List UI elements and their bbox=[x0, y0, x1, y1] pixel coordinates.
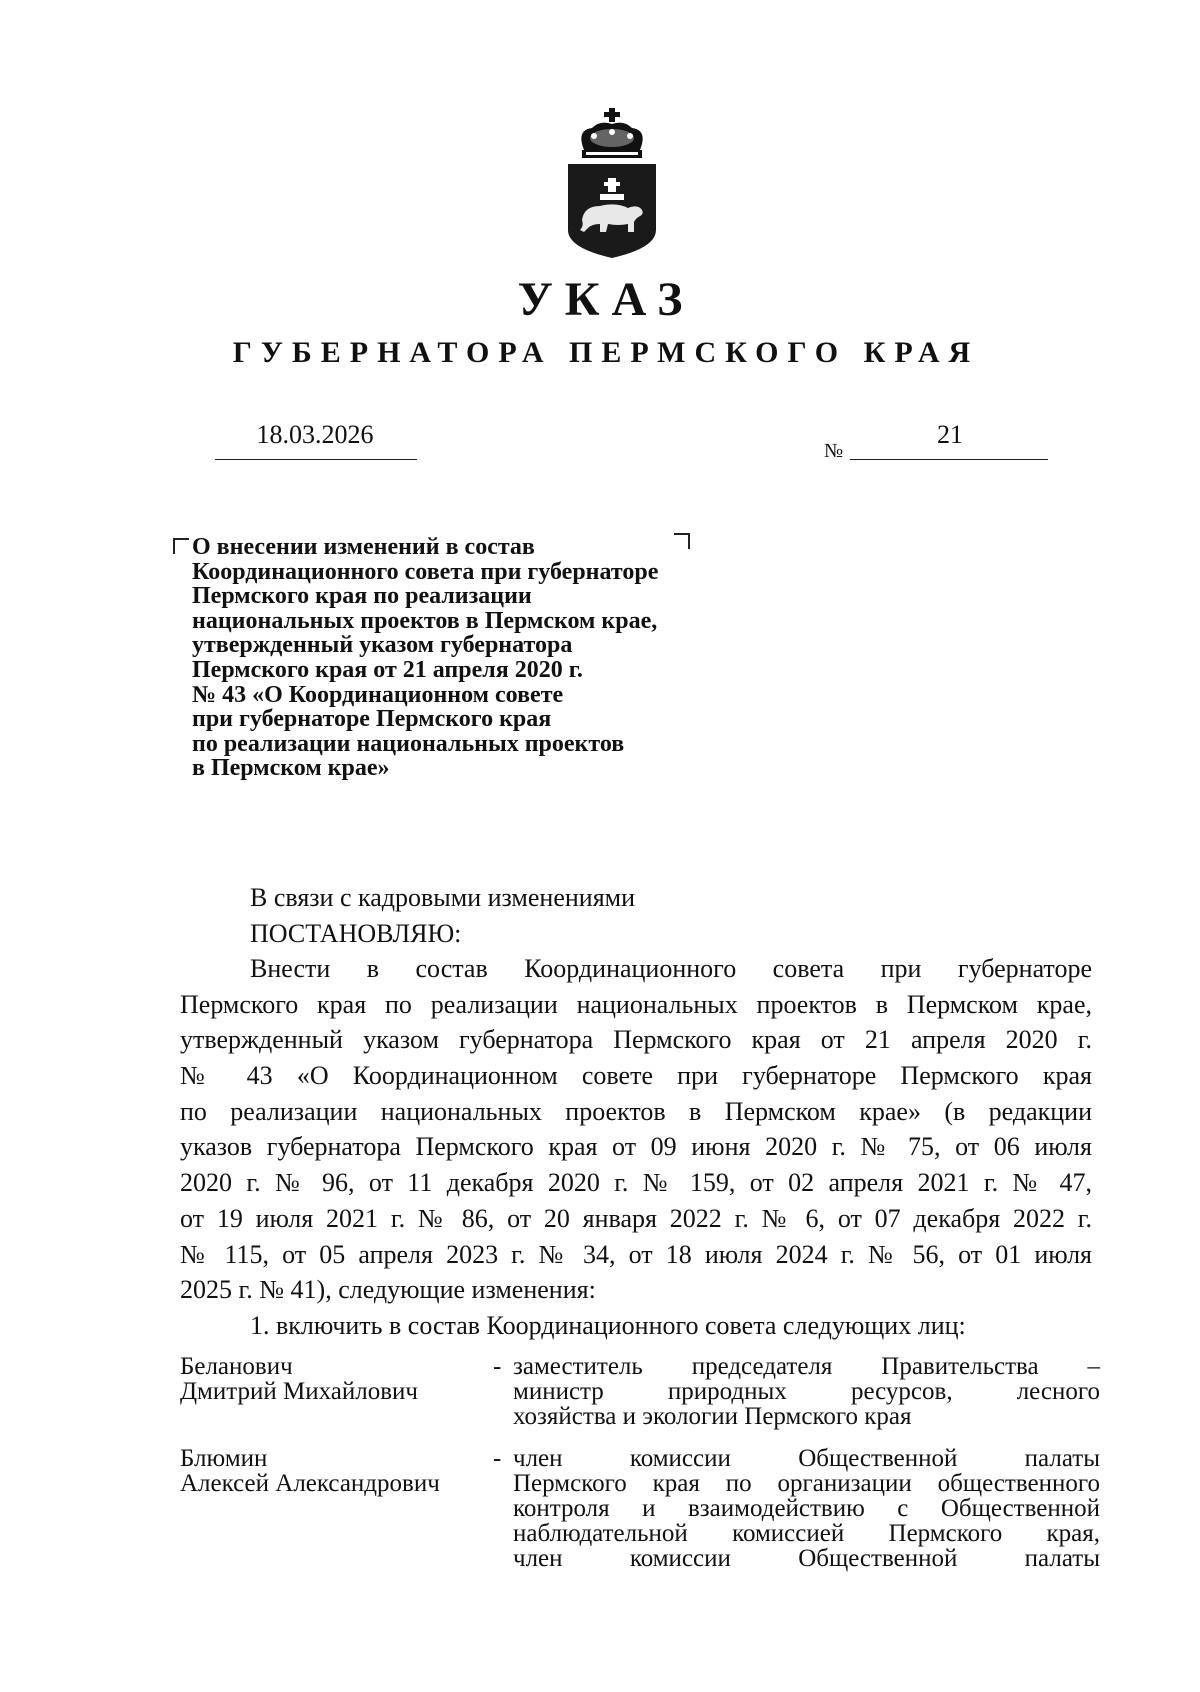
member-dash: - bbox=[493, 1445, 502, 1472]
number-underline bbox=[850, 459, 1048, 460]
document-title: УКАЗ bbox=[517, 273, 695, 326]
main-paragraph bbox=[180, 951, 1092, 1344]
member-entry bbox=[180, 1446, 1100, 1586]
paragraph-line: указов губернатора Пермского края от 09 июня 2020 г. № 75, от 06 июля bbox=[180, 1132, 1092, 1162]
coat-of-arms-icon bbox=[566, 108, 658, 260]
member-entry bbox=[180, 1354, 1100, 1446]
member-dash: - bbox=[493, 1353, 502, 1380]
paragraph-line: 2020 г. № 96, от 11 декабря 2020 г. № 159, от 02 апреля 2021 г. № 47, bbox=[180, 1168, 1092, 1198]
members-list bbox=[180, 1354, 1100, 1586]
role-line: министр природных ресурсов, лесного bbox=[513, 1378, 1100, 1405]
decree-word: ПОСТАНОВЛЯЮ: bbox=[250, 918, 462, 948]
subject-line: Пермского края от 21 апреля 2020 г. bbox=[192, 656, 583, 683]
paragraph-line: 2025 г. № 41), следующие изменения: bbox=[180, 1275, 596, 1305]
member-given-name: Дмитрий Михайлович bbox=[180, 1378, 418, 1405]
paragraph-line: № 43 «О Координационном совете при губернаторе Пермского края bbox=[180, 1061, 1092, 1091]
subject-line: по реализации национальных проектов bbox=[192, 730, 625, 757]
role-line: член комиссии Общественной палаты bbox=[513, 1445, 1100, 1472]
date-underline bbox=[215, 459, 417, 460]
role-line: заместитель председателя Правительства – bbox=[513, 1353, 1100, 1380]
preamble: В связи с кадровыми изменениями bbox=[250, 883, 636, 912]
document-subtitle: ГУБЕРНАТОРА ПЕРМСКОГО КРАЯ bbox=[232, 336, 980, 369]
document-body bbox=[180, 880, 1092, 951]
document-subject bbox=[192, 535, 752, 781]
subject-bracket-left bbox=[173, 538, 189, 554]
role-line: наблюдательной комиссией Пермского края, bbox=[513, 1520, 1100, 1547]
document-number: 21 bbox=[937, 420, 963, 449]
item-1: 1. включить в состав Координационного совета следующих лиц: bbox=[250, 1310, 966, 1340]
paragraph-line: Пермского края по реализации национальных проектов в Пермском крае, bbox=[180, 989, 1092, 1019]
number-sign: № bbox=[824, 440, 844, 462]
paragraph-line: № 115, от 05 апреля 2023 г. № 34, от 18 июля 2024 г. № 56, от 01 июля bbox=[180, 1239, 1092, 1269]
role-line: Пермского края по организации общественного bbox=[513, 1470, 1100, 1497]
subject-line: в Пермском крае» bbox=[192, 755, 390, 782]
member-name bbox=[180, 1446, 480, 1496]
subject-line: О внесении изменений в состав bbox=[192, 534, 535, 560]
member-role bbox=[513, 1354, 1100, 1429]
paragraph-line: утвержденный указом губернатора Пермского края от 21 апреля 2020 г. bbox=[180, 1025, 1092, 1055]
role-line: контроля и взаимодействию с Общественной bbox=[513, 1495, 1100, 1522]
member-surname: Блюмин bbox=[180, 1445, 268, 1472]
member-name bbox=[180, 1354, 480, 1404]
paragraph-line: от 19 июля 2021 г. № 86, от 20 января 2022 г. № 6, от 07 декабря 2022 г. bbox=[180, 1203, 1092, 1233]
subject-line: № 43 «О Координационном совете bbox=[192, 681, 564, 708]
subject-line: Координационного совета при губернаторе bbox=[192, 558, 659, 585]
subject-line: Пермского края по реализации bbox=[192, 583, 532, 610]
paragraph-line: Внести в состав Координационного совета при губернаторе bbox=[250, 954, 1092, 983]
member-role bbox=[513, 1446, 1100, 1571]
paragraph-line: по реализации национальных проектов в Пермском крае» (в редакции bbox=[180, 1096, 1092, 1126]
subject-line: национальных проектов в Пермском крае, bbox=[192, 607, 658, 634]
member-surname: Беланович bbox=[180, 1353, 293, 1380]
subject-line: при губернаторе Пермского края bbox=[192, 706, 552, 733]
role-line: член комиссии Общественной палаты bbox=[513, 1545, 1100, 1572]
member-given-name: Алексей Александрович bbox=[180, 1470, 440, 1497]
subject-line: утвержденный указом губернатора bbox=[192, 632, 573, 659]
role-line: хозяйства и экологии Пермского края bbox=[513, 1403, 912, 1430]
document-date: 18.03.2026 bbox=[256, 420, 374, 449]
